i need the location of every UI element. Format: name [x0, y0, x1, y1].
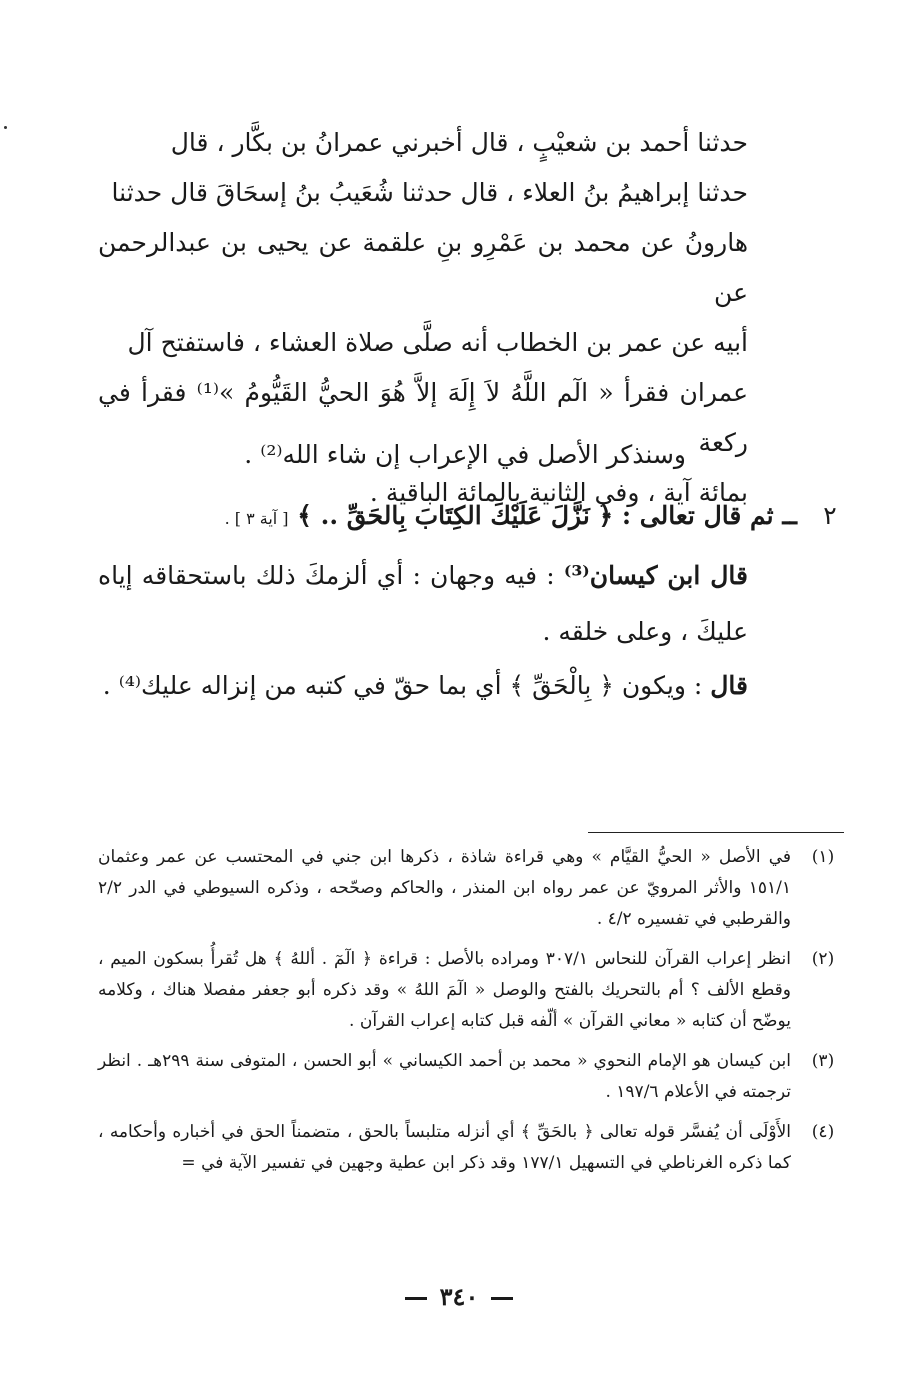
item-dash: ــ [782, 501, 797, 530]
footnote-item [98, 1046, 843, 1108]
main-line: هارونُ عن محمد بن عَمْرِو بنِ علقمة عن يحيى بن عبدالرحمن عن [98, 228, 748, 307]
paragraph-ibn-kaysan [98, 548, 748, 660]
footnote-item [98, 842, 843, 935]
page-number-dash [405, 1297, 427, 1300]
footnote-number: (٢) [811, 949, 835, 969]
item-number: ٢ [823, 501, 837, 530]
page-number [0, 1282, 918, 1311]
footnote-text: في الأصل « الحيُّ القيَّام » وهي قراءة شاذة ، ذكرها ابن جني في المحتسب عن عمر وعثمان ١٥١/١ والأثر المرويّ عن عمر رواه ابن المنذر ، والحاكم وصحّحه ، وذكره السيوطي في الدر ٢/٢ والقرطبي في تفسيره ٤/٢ . [98, 847, 791, 929]
footnote-text: الأَوْلَى أن يُفسَّر قوله تعالى ﴿ بالحَقِّ ﴾ أي أنزله متلبساً بالحق ، متضمناً الحق في أخباره وأحكامه ، كما ذكره الغرناطي في التسهيل ١٧٧/١ وقد ذكر ابن عطية وجهين في تفسير الآية في = [98, 1122, 791, 1173]
numbered-item [145, 488, 845, 544]
paragraph-body: : ويكون ﴿ بِالْحَقِّ ﴾ أي بما حقّ في كتبه من إنزاله عليك⁽⁴⁾ . [102, 671, 711, 700]
paragraph-body: : فيه وجهان : أي ألزمكَ ذلك باستحقاقه إياه عليكَ ، وعلى خلقه . [98, 561, 748, 646]
page-number-value: ٣٤٠ [439, 1282, 479, 1311]
footnote-number: (٣) [811, 1051, 835, 1071]
main-line: أبيه عن عمر بن الخطاب أنه صلَّى صلاة العشاء ، فاستفتح آل [127, 328, 748, 357]
footnote-divider [588, 832, 844, 833]
paragraph-qala [98, 658, 748, 714]
footnotes [98, 842, 843, 1188]
footnote-text: انظر إعراب القرآن للنحاس ٣٠٧/١ ومراده بالأصل : قراءة ﴿ الٓمٓ . أللهُ ﴾ هل تُقرأُ بسكون الميم ، وقطع الألف ؟ أم بالتحريك بالفتح والوصل « الٓمَ اللهُ » وقد ذكره أبو جعفر مفصلا هناك ، وكلامه يوضّح أن كتابه « معاني القرآن » ألّفه قبل كتابه إعراب القرآن . [98, 949, 791, 1031]
paragraph-lead: قال ابن كيسان⁽³⁾ [563, 561, 748, 590]
footnote-item [98, 944, 843, 1037]
item-heading [225, 488, 797, 547]
main-line: حدثنا إبراهيمُ بنُ العلاء ، قال حدثنا شُعَيبُ بنُ إسحَاقَ قال حدثنا [111, 178, 748, 207]
verse-reference: [ آية ٣ ] . [224, 509, 289, 528]
footnote-item [98, 1117, 843, 1179]
footnote-number: (١) [811, 847, 835, 867]
item-verse-text: ثم قال تعالى : ﴿ نَزَّلَ عَلَيْكَ الكِتَابَ بِالحَقِّ .. ﴾ [297, 501, 774, 530]
paragraph-lead: قال [710, 671, 748, 700]
main-line: بمائة آية ، وفي الثانية بالمائة الباقية . [369, 478, 748, 507]
margin-mark [4, 126, 7, 129]
main-line: عمران فقرأ « الٓم اللَّهُ لاَ إِلَهَ إلاَّ هُوَ الحيُّ القَيُّومُ »⁽¹⁾ فقرأ في ركعة [98, 378, 748, 457]
footnote-text: ابن كيسان هو الإمام النحوي « محمد بن أحمد الكيساني » أبو الحسن ، المتوفى سنة ٢٩٩هـ . انظر ترجمته في الأعلام ١٩٧/٦ . [98, 1051, 792, 1102]
footnote-number: (٤) [811, 1122, 835, 1142]
main-line: حدثنا أحمد بن شعيْبٍ ، قال أخبرني عمرانُ بن بكَّار ، قال [170, 128, 748, 157]
page-number-dash [491, 1297, 513, 1300]
aside-line: وسنذكر الأصل في الإعراب إن شاء الله⁽²⁾ . [244, 440, 686, 469]
